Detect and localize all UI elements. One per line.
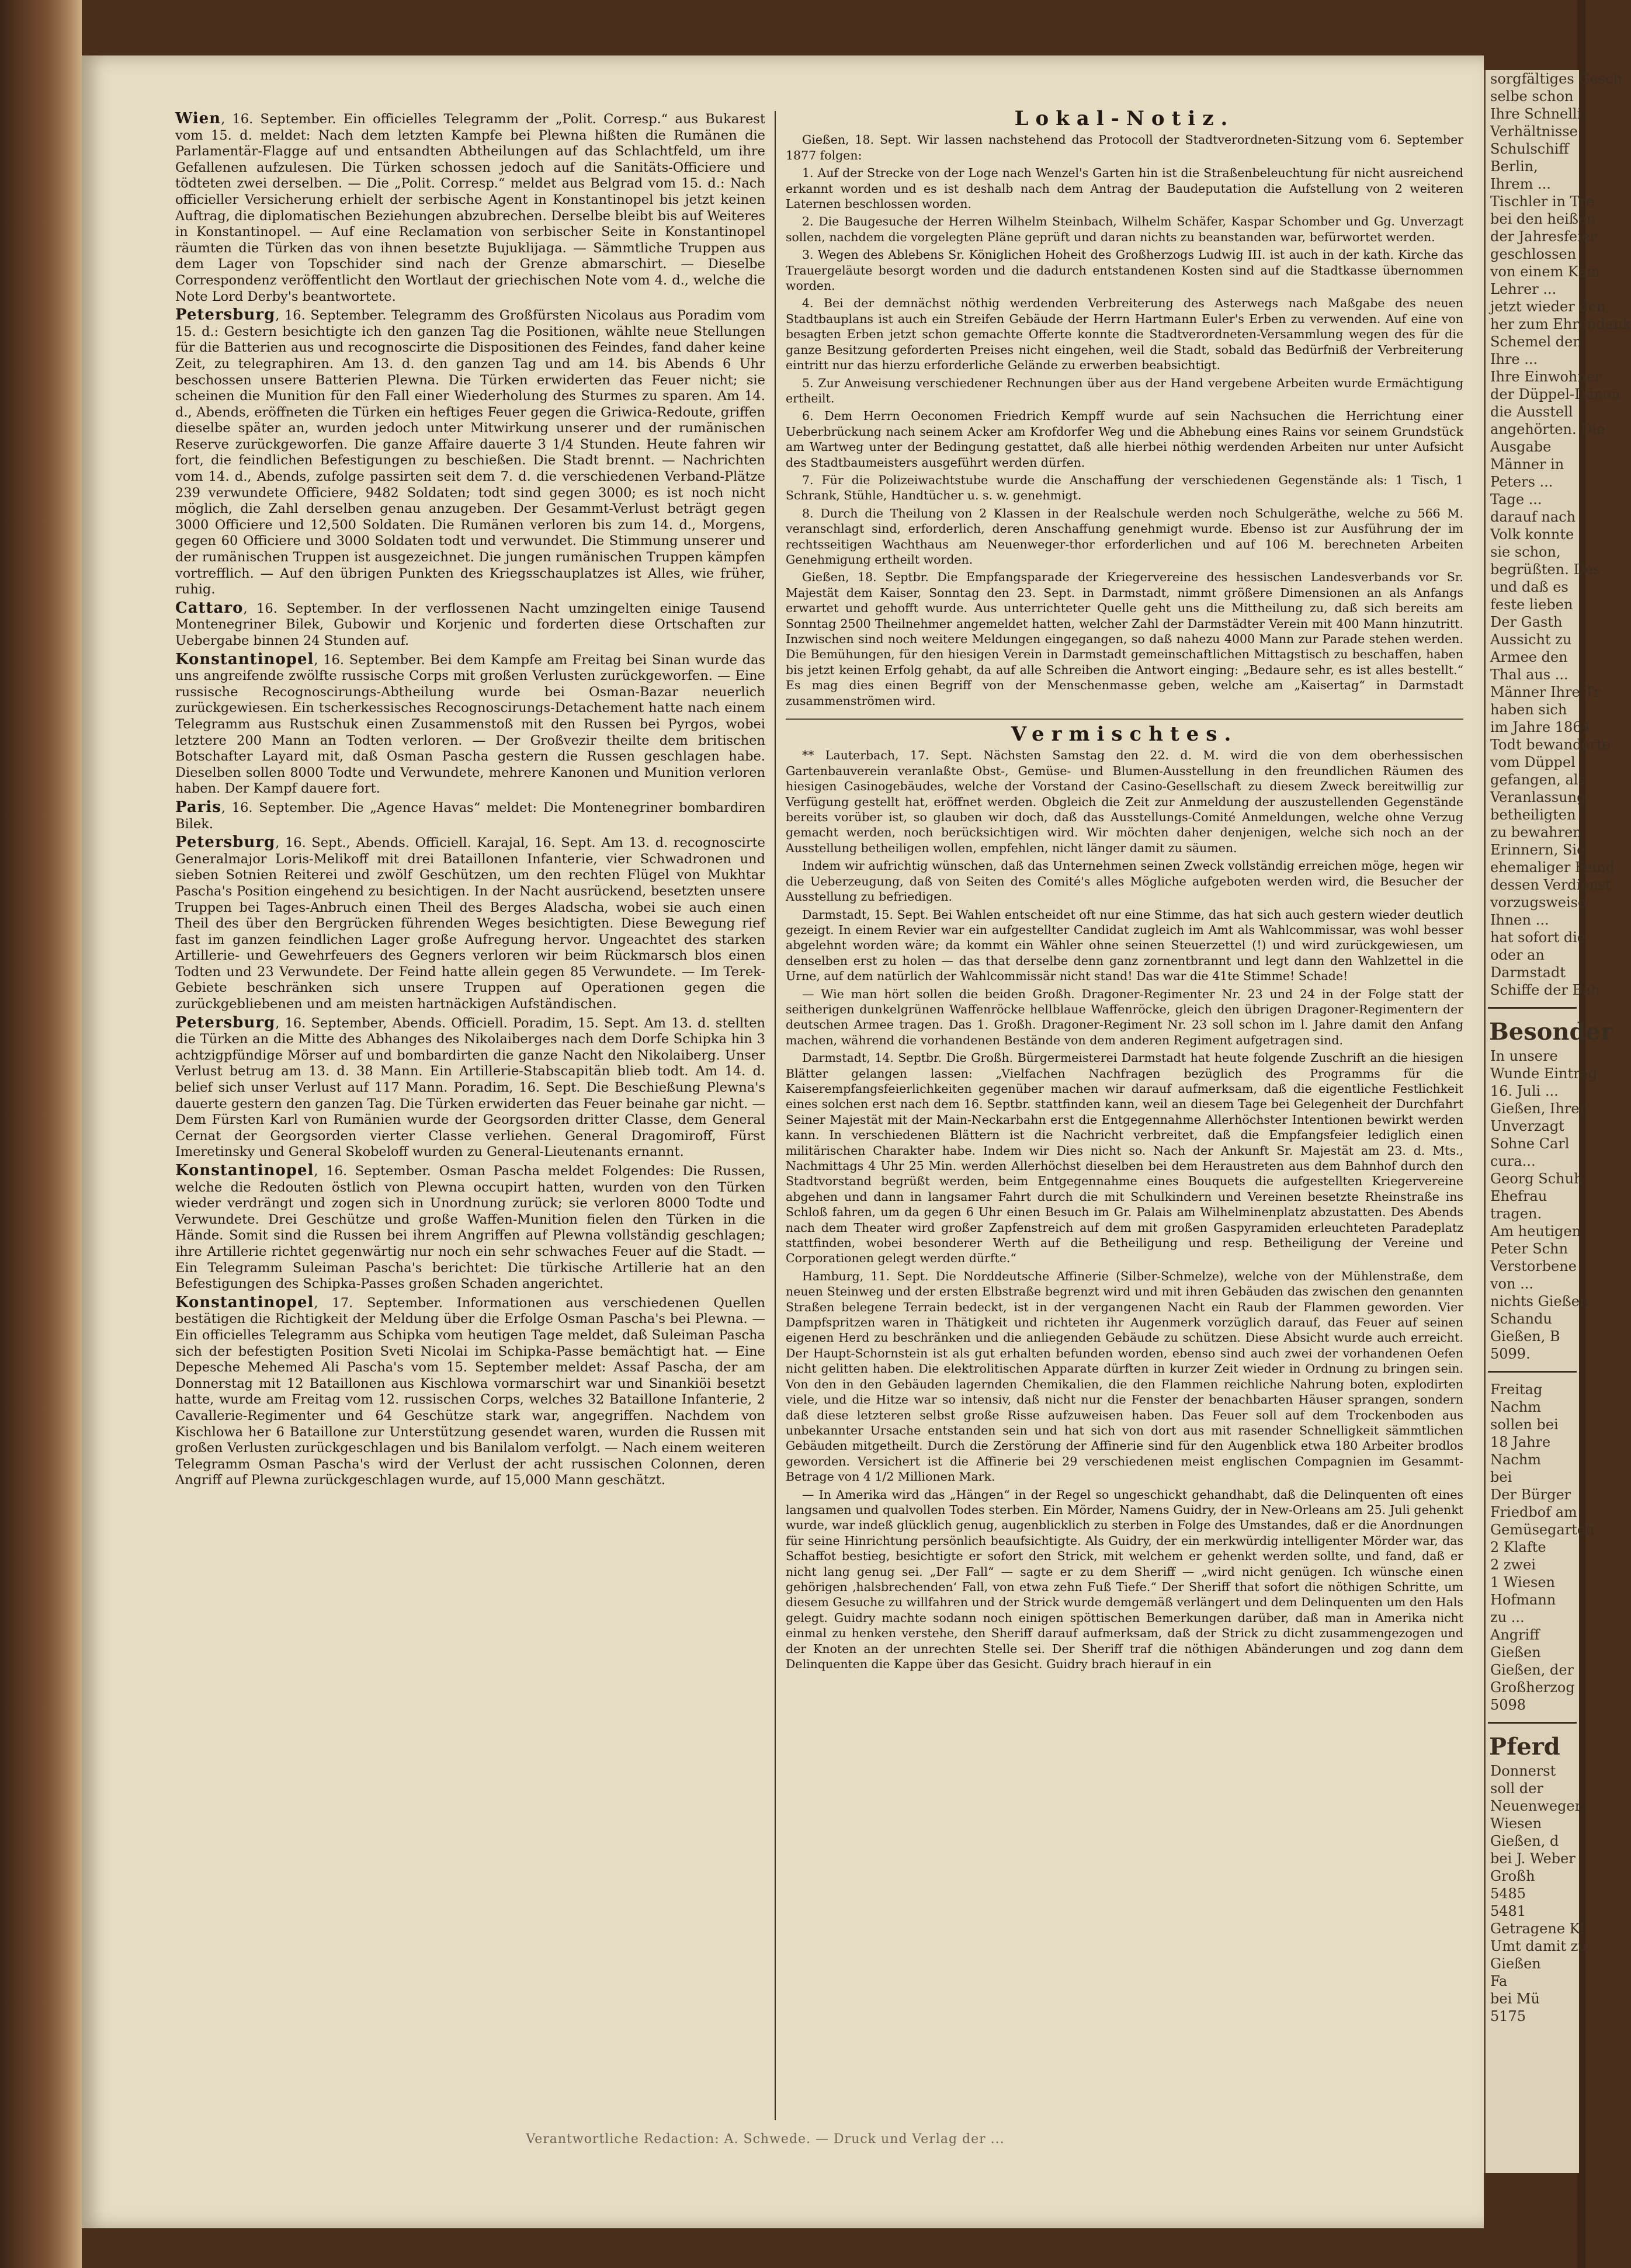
strip-text-fragment: im Jahre 1864 [1490,719,1591,735]
paragraph: 1. Auf der Strecke von der Loge nach Wenzel's Garten hin ist die Straßenbeleuchtung für nicht ausreichend erkannt worden und es ist deshalb nach dem Antrag der Baudeputation die Aufstellung von 2 weiteren Laternen beschlossen worden. [786,166,1463,211]
strip-text-fragment: Tage ... [1490,491,1542,508]
strip-rule [1488,1371,1577,1373]
strip-text-fragment: 5099. [1490,1346,1531,1362]
news-article [175,600,765,650]
strip-text-fragment: Donnerst [1490,1763,1556,1779]
strip-text-fragment: Ihre ... [1490,351,1538,367]
paragraph: Gießen, 18. Septbr. Die Empfangsparade der Kriegervereine des hessischen Landesverbands vor Sr. Majestät dem Kaiser, Sonntag den 23. Sept. in Darmstadt, nimmt größere Dimensionen an als Anfangs erwartet und gehofft wurde. Aus unterrichteter Quelle geht uns die Mittheilung zu, daß sich bereits am Sonntag 2500 Theilnehmer angemeldet hatten, welcher Zahl der Darmstädter Verein mit 400 Mann hinzutritt. Inzwischen sind noch weitere Meldungen eingegangen, so daß nahezu 4000 Mann zur Parade stehen werden. Die Bemühungen, für den hiesigen Verein in Darmstadt gemeinschaftlichen Mittagstisch zu beschaffen, haben bis jetzt keinen Erfolg gehabt, da auf alle Schreiben die Antwort einging: „Bedaure sehr, es ist alles bestellt.“ Es mag dies einen Begriff von der Menschenmasse geben, welche am „Kaisertag“ in Darmstadt zusammenströmen wird. [786,570,1463,708]
news-article [175,652,765,797]
strip-text-fragment: Verstorbene [1490,1258,1577,1274]
strip-text-fragment: begrüßten. Des [1490,561,1601,578]
strip-text-fragment: Nachm [1490,1399,1541,1415]
strip-text-fragment: vom Düppel [1490,754,1576,770]
news-article [175,111,765,305]
strip-text-fragment: Der Bürger [1490,1486,1571,1503]
strip-text-fragment: Neuenweger [1490,1798,1582,1814]
strip-text-fragment: Berlin, [1490,158,1538,175]
strip-text-fragment: Ihre Einwohner [1490,369,1602,385]
strip-text-fragment: Männer in [1490,456,1564,473]
paragraph: Indem wir aufrichtig wünschen, daß das Unternehmen seinen Zweck vollständig erreichen möge, hegen wir die Ueberzeugung, daß von Seiten des Comité's alles Mögliche aufgeboten werden wird, die Besucher der Ausstellung zu befriedigen. [786,859,1463,904]
strip-text-fragment: cura... [1490,1153,1536,1169]
strip-text-fragment: 16. Juli ... [1490,1083,1559,1099]
paragraph: 7. Für die Polizeiwachtstube wurde die Anschaffung der verschiedenen Gegenstände als: 1 Tisch, 1 Schrank, Stühle, Handtücher u. s. w. genehmigt. [786,473,1463,503]
strip-text-fragment: Schulschiff [1490,141,1569,157]
strip-text-fragment: von einem Kam [1490,263,1601,280]
strip-text-fragment: darauf nach [1490,509,1576,525]
strip-text-fragment: bei J. Weber [1490,1850,1576,1867]
strip-text-fragment: 18 Jahre [1490,1434,1551,1450]
strip-text-fragment: Gießen [1490,1956,1541,1972]
strip-text-fragment: angehörten. Die [1490,421,1605,437]
strip-text-fragment: Wunde Eintrag [1490,1065,1598,1082]
strip-rule [1488,1007,1577,1009]
strip-text-fragment: Fa [1490,1973,1508,1989]
strip-text-fragment: oder an [1490,947,1545,963]
article-text: , 16. Sept., Abends. Officiell. Karajal, 16. Sept. Am 13. d. recognoscirte Generalmajor Loris-Melikoff mit drei Bataillonen Infanterie, vier Schwadronen und sieben Sotnien Reiterei und zwölf Geschützen, um den rechten Flügel von Mukhtar Pascha's Position eingehend zu besichtigen. In der Nacht ausrückend, besetzten unsere Truppen bei Tages-Anbruch einen Theil des Berges Aladscha, wobei sie auch einen Theil des über den Bergrücken führenden Weges besichtigten. Diese Bewegung rief fast im ganzen feindlichen Lager große Aufregung hervor. Ungeachtet des starken Artillerie- und Gewehrfeuers des Gegners verloren wir beim Rückmarsch blos einen Todten und 23 Verwundete. Der Feind hatte allein gegen 85 Verwundete. — Im Terek-Gebiete beschränken sich unsere Truppen auf Operationen gegen die zurückgebliebenen und am meisten hartnäckigen Aufständischen. [175,835,765,1012]
strip-text-fragment: Ihre Schnelli [1490,106,1582,122]
strip-fragments-1 [1486,70,1631,999]
strip-text-fragment: Großh [1490,1868,1535,1884]
paragraph: 6. Dem Herrn Oeconomen Friedrich Kempff wurde auf sein Nachsuchen die Herrichtung einer Ueberbrückung nach seinem Acker am Krofdorfer Weg und die Abhebung eines Rains vor seinem Grundstück am Wartweg unter der Bedingung gestattet, daß alle hierbei nöthig werdenden Arbeiten nur unter Aufsicht des Stadtbaumeisters ausgeführt werden dürfen. [786,409,1463,470]
paragraph: 5. Zur Anweisung verschiedener Rechnungen über aus der Hand vergebene Arbeiten wurde Ermächtigung ertheilt. [786,376,1463,405]
strip-text-fragment: Erinnern, Sie [1490,842,1585,858]
strip-text-fragment: Angriff [1490,1627,1540,1643]
article-text: , 16. September. In der verflossenen Nacht umzingelten einige Tausend Montenegriner Bilek, Gubowir und Korjenic und forderten diese Ortschaften zur Uebergabe binnen 24 Stunden auf. [175,600,765,648]
news-article [175,835,765,1013]
strip-fragments-2 [1486,1047,1598,1363]
strip-text-fragment: haben sich [1490,701,1567,718]
strip-text-fragment: Veranlassung [1490,789,1586,805]
article-text: , 17. September. Informationen aus verschiedenen Quellen bestätigen die Richtigkeit der Meldung über die Erfolge Osman Pascha's bei Plewna. — Ein officielles Telegramm aus Schipka vom heutigen Tage meldet, daß Suleiman Pascha sich der befestigten Position Sveti Nicolai im Schipka-Passe bemächtigt hat. — Eine Depesche Mehemed Ali Pascha's vom 15. September meldet: Assaf Pascha, der am Donnerstag mit 12 Bataillonen aus Kischlowa vormarschirt war und Sinankiöi besetzt hatte, wurde am Freitag vom 12. russischen Corps, welches 32 Bataillone Infanterie, 2 Cavallerie-Regimenter und 64 Geschütze stark war, angegriffen. Nachdem von Kischlowa her 6 Bataillone zur Unterstützung gesendet waren, wurden die Russen mit großen Verlusten zurückgeschlagen und bis Banilalom verfolgt. — Nach einem weiteren Telegramm Osman Pascha's wird der Verlust der acht russischen Colonnen, deren Angriff auf Plewna zurückgeschlagen wurde, auf 15,000 Mann geschätzt. [175,1295,765,1488]
vermischtes-body [786,748,1463,1672]
strip-text-fragment: Gießen [1490,1644,1541,1661]
strip-text-fragment: Sohne Carl [1490,1135,1570,1152]
strip-text-fragment: 5485 [1490,1885,1526,1902]
strip-text-fragment: Umt damit zu [1490,1938,1587,1954]
strip-text-fragment: bei Mü [1490,1991,1540,2007]
column-divider [775,111,776,2120]
strip-text-fragment: Darmstadt [1490,964,1566,981]
article-dateline-place: Konstantinopel [175,1162,314,1179]
adjacent-page-strip [1484,70,1631,2173]
paragraph: — Wie man hört sollen die beiden Großh. Dragoner-Regimenter Nr. 23 und 24 in der Folge statt der seitherigen dunkelgrünen Waffenröcke hellblaue Waffenröcke, gleich den übrigen Dragoner-Regimentern der deutschen Armee tragen. Das 1. Großh. Dragoner-Regiment Nr. 23 soll schon im l. Jahre damit den Anfang machen, während die vorhandenen Bestände von dem anderen Regiment aufgetragen sind. [786,987,1463,1047]
strip-text-fragment: Am heutigen [1490,1223,1581,1239]
paragraph: Hamburg, 11. Sept. Die Norddeutsche Affinerie (Silber-Schmelze), welche von der Mühlenstraße, dem neuen Steinweg und der ersten Elbstraße begrenzt wird und mit ihren Gebäuden das zwischen den genannten Straßen belegene Terrain bedeckt, ist in der vergangenen Nacht ein Raub der Flammen geworden. Vier Dampfspritzen waren in Thätigkeit und richteten ihr Augenmerk vorzüglich darauf, das Feuer auf seinen eigenen Herd zu beschränken und die anliegenden Gebäude zu schützen. Diese Absicht wurde auch erreicht. Der Haupt-Schornstein ist als gut erhalten befunden worden, ebenso sind auch zwei der vorhandenen Oefen nicht gelitten haben. Die elektrolitischen Apparate dürften in kurzer Zeit wieder in Ordnung zu bringen sein. Von den in den Gebäuden lagernden Chemikalien, die den Flammen reichliche Nahrung boten, explodirten viele, und die Hitze war so intensiv, daß nicht nur die Fenster der benachbarten Häuser sprangen, sondern daß diese letzteren selbst große Risse aufzuweisen haben. Das Feuer soll auf dem Trockenboden aus unbekannter Ursache entstanden sein und hat sich von dort aus mit rasender Schnelligkeit sämmtlichen Gebäuden mitgetheilt. Durch die Zerstörung der Affinerie sind für den Augenblick etwa 180 Arbeiter brodlos geworden. Versichert ist die Affinerie bei 29 verschiedenen meist englischen Compagnien im Gesammt-Betrage von 4 1/2 Millionen Mark. [786,1269,1463,1484]
strip-rule [1488,1722,1577,1724]
news-article [175,1015,765,1161]
strip-text-fragment: tragen. [1490,1206,1542,1222]
strip-text-fragment: Freitag [1490,1381,1543,1398]
strip-text-fragment: Tischler in Tre [1490,193,1595,210]
strip-text-fragment: der Düppel-Dänen [1490,386,1620,402]
strip-text-fragment: 2 zwei [1490,1557,1536,1573]
strip-text-fragment: In unsere [1490,1048,1558,1064]
strip-fragments-4 [1486,1762,1587,2025]
article-dateline-place: Wien [175,110,221,127]
strip-text-fragment: Gießen, B [1490,1328,1560,1345]
strip-text-fragment: Peters ... [1490,474,1553,490]
strip-text-fragment: Schandu [1490,1311,1552,1327]
news-article [175,800,765,832]
strip-text-fragment: Hofmann [1490,1592,1556,1608]
article-text: , 16. September. Die „Agence Havas“ meldet: Die Montenegriner bombardiren Bilek. [175,800,765,832]
strip-text-fragment: Lehrer ... [1490,281,1557,297]
article-text: , 16. September. Bei dem Kampfe am Freitag bei Sinan wurde das uns angreifende zwölfte russische Corps mit großen Verlusten zurückgeworfen. — Eine russische Recognoscirungs-Abtheilung wurde bei Osman-Bazar neuerlich zurückgewiesen. Ein tscherkessisches Recognoscirungs-Detachement hatte nach einem Telegramm aus Rustschuk einen Zusammenstoß mit den Russen bei Pyrgos, wobei letztere 200 Mann an Todten verloren. — Der Großvezir theilte dem britischen Botschafter Layard mit, daß Osman Pascha gestern die Russen geschlagen habe. Dieselben sollen 8000 Todte und Verwundete, mehrere Kanonen und Munition verloren haben. Der Kampf dauere fort. [175,652,765,797]
strip-text-fragment: Friedbof am [1490,1504,1577,1520]
article-dateline-place: Petersburg [175,1013,276,1031]
strip-text-fragment: feste lieben [1490,596,1573,613]
lokal-notiz-heading: Lokal-Notiz. [1014,107,1235,130]
strip-text-fragment: Unverzagt [1490,1118,1564,1134]
strip-text-fragment: und daß es [1490,579,1568,595]
strip-text-fragment: Ehefrau [1490,1188,1547,1204]
strip-text-fragment: 1 Wiesen [1490,1574,1555,1590]
paragraph: Darmstadt, 14. Septbr. Die Großh. Bürgermeisterei Darmstadt hat heute folgende Zuschrift an die hiesigen Blätter gelangen lassen: „Vielfachen Nachfragen bezüglich des Programms für die Kaiserempfangsfeierlichkeiten gegenüber machen wir darauf aufmerksam, daß die eigentliche Festlichkeit eines solchen erst nach dem 16. Septbr. stattfinden kann, weil an diesem Tage bei Gelegenheit der Durchfahrt Seiner Majestät mit der Main-Neckarbahn erst die Entgegennahme Allerhöchster Intentionen bewirkt werden kann. In verschiedenen Blättern ist die Nachricht verbreitet, daß die Empfangsfeier lediglich einen militärischen Charakter habe. Indem wir Dies nicht so. Nach der Ankunft Sr. Majestät am 23. d. Mts., Nachmittags 4 Uhr 25 Min. werden Allerhöchst dieselben bei dem Heraustreten aus dem Bahnhof durch den Stadtvorstand begrüßt werden, beim Entgegennahme eines Bouquets die aufgestellten Kriegervereine abgehen und dann in langsamer Fahrt durch die mit Schulkindern und Vereinen besetzte Rheinstraße ins Schloß fahren, um da gegen 6 Uhr einen Besuch im Gr. Palais am Wilhelminenplatz abzustatten. Des Abends nach dem Theater wird großer Zapfenstreich auf dem mit großen Gaspyramiden erleuchteten Paradeplatz stattfinden, wobei besonderer Werth auf die Betheiligung und resp. Betheiligung der Vereine und Corporationen gelegt werden dürfte.“ [786,1051,1463,1266]
article-dateline-place: Konstantinopel [175,650,314,668]
strip-text-fragment: Ihnen ... [1490,912,1549,928]
article-text: , 16. September. Telegramm des Großfürsten Nicolaus aus Poradim vom 15. d.: Gestern besichtigte ich den ganzen Tag die Positionen, wählte neue Stellungen für die Batterien aus und recognoscirte die Dispositionen des Feindes, fand daher keine Zeit, zu telegraphiren. Am 13. d. den ganzen Tag und am 14. bis Abends 6 Uhr beschossen unsere Batterien Plewna. Die Türken erwiderten das Feuer nicht; sie scheinen die Munition für den Fall einer Wiederholung des Sturmes zu sparen. Am 14. d., Abends, eröffneten die Türken ein heftiges Feuer gegen die Griwica-Redoute, griffen dieselbe später an, wurden jedoch unter Mitwirkung unserer und der rumänischen Reserve zurückgeworfen. Die ganze Affaire dauerte 3 1/4 Stunden. Heute fahren wir fort, die feindlichen Befestigungen zu beschießen. Die Stadt brennt. — Nachrichten vom 14. d., Abends, zufolge passirten seit dem 7. d. die verschiedenen Verband-Plätze 239 verwundete Officiere, 9482 Soldaten; todt sind gegen 3000; es ist noch nicht möglich, die Zahl derselben genau anzugeben. Der Gesammt-Verlust beträgt gegen 3000 Officiere und 12,500 Soldaten. Die Rumänen verloren bis zum 14. d., Morgens, gegen 60 Officiere und 3000 Soldaten todt und verwundet. Die Stimmung unserer und der rumänischen Truppen ist ausgezeichnet. Die jungen rumänischen Truppen kämpfen vortrefflich. — Auf den übrigen Punkten des Kriegsschauplatzes ist Alles, wie früher, ruhig. [175,308,765,598]
strip-text-fragment: Peter Schn [1490,1241,1568,1257]
paragraph: Darmstadt, 15. Sept. Bei Wahlen entscheidet oft nur eine Stimme, das hat sich auch gestern wieder deutlich gezeigt. In einem Revier war ein aufgestellter Candidat zugleich im Amt als Wahlcommissar, was wohl besser abgelehnt worden wäre; da kommt ein Wähler ohne seinen Steuerzettel (!) und wird zurückgewiesen, um denselben erst zu holen — das that derselbe denn ganz zornentbrannt und legt dann den Wahlzettel in die Urne, auf dem natürlich der Wahlcommissär nicht stand! Das war die 41te Stimme! Schade! [786,907,1463,984]
article-dateline-place: Konstantinopel [175,1293,314,1311]
article-dateline-place: Cattaro [175,599,244,617]
paragraph: 2. Die Baugesuche der Herren Wilhelm Steinbach, Wilhelm Schäfer, Kaspar Schomber und Gg. Unverzagt sollen, nachdem die vorgelegten Pläne geprüft und daran nichts zu beanstanden war, befürwortet werden. [786,214,1463,244]
strip-text-fragment: die Ausstell [1490,404,1573,420]
strip-text-fragment: Getragene Kl [1490,1920,1585,1937]
strip-text-fragment: bei den heißen [1490,211,1596,227]
article-dateline-place: Petersburg [175,306,276,324]
strip-text-fragment: Ihrem ... [1490,176,1551,192]
article-text: , 16. September. Osman Pascha meldet Folgendes: Die Russen, welche die Redouten östlich von Plewna occupirt hatten, wurden von den Türken wieder verdrängt und zogen sich in Unordnung zurück; sie verloren 8000 Todte und Verwundete. Drei Geschütze und große Waffen-Munition fielen den Türken in die Hände. Somit sind die Russen bei ihrem Angriffen auf Plewna vollständig geschlagen; ihre Artillerie richtet gegenwärtig nur noch ein sehr schwaches Feuer auf die Stadt. — Ein Telegramm Suleiman Pascha's berichtet: Die türkische Artillerie hat an den Befestigungen des Schipka-Passes großen Schaden angerichtet. [175,1163,765,1292]
strip-text-fragment: Aussicht zu [1490,631,1572,648]
strip-text-fragment: Gießen, Ihrer [1490,1100,1587,1117]
strip-text-fragment: Verhältnisse [1490,123,1578,140]
strip-text-fragment: geschlossen [1490,246,1577,262]
strip-text-fragment: Großherzog [1490,1679,1575,1696]
strip-text-fragment: Gießen, d [1490,1833,1559,1849]
strip-text-fragment: dessen Verdienst [1490,877,1611,893]
strip-text-fragment: Männer Ihre Tr [1490,684,1601,700]
article-dateline-place: Paris [175,798,221,816]
strip-text-fragment: Ausgabe [1490,439,1552,455]
book-spine [0,0,82,2268]
lokal-notiz-body [786,132,1463,708]
strip-text-fragment: 5175 [1490,2008,1526,2024]
article-text: , 16. September. Ein officielles Telegramm der „Polit. Corresp.“ aus Bukarest vom 15. d. meldet: Nach dem letzten Kampfe bei Plewna hißten die Rumänen die Parlamentär-Flagge auf und entsandten Abtheilungen auf das Schlachtfeld, um ihre Gefallenen aufzulesen. Die Türken schossen jedoch auf die Sanitäts-Officiere und tödteten zwei derselben. — Die „Polit. Corresp.“ meldet aus Belgrad vom 15. d.: Nach officieller Versicherung erhielt der serbische Agent in Konstantinopel bis jetzt keinen Auftrag, die diplomatischen Beziehungen abzubrechen. Derselbe bleibt bis auf Weiteres in Konstantinopel. — Auf eine Reclamation von serbischer Seite in Konstantinopel räumten die Türken das von ihnen besetzte Bujuklijaga. — Sämmtliche Truppen aus dem Lager von Topschider sind nach der Grenze abmarschirt. — Dieselbe Correspondenz veröffentlicht den Wortlaut der griechischen Note vom 4. d., welche die Note Lord Derby's beantwortete. [175,112,765,304]
strip-text-fragment: soll der [1490,1780,1543,1797]
paragraph: 3. Wegen des Ablebens Sr. Königlichen Hoheit des Großherzogs Ludwig III. ist auch in der kath. Kirche das Trauergeläute besorgt worden und die dadurch entstandenen Kosten sind auf die Stadtkasse übernommen worden. [786,248,1463,293]
strip-text-fragment: Der Gasth [1490,614,1563,630]
article-dateline-place: Petersburg [175,833,276,852]
strip-text-fragment: 5098 [1490,1697,1526,1713]
strip-text-fragment: Wiesen [1490,1815,1542,1832]
strip-text-fragment: sorgfältiges Gesch [1490,71,1622,87]
strip-text-fragment: Nachm [1490,1451,1541,1468]
strip-text-fragment: vorzugsweise [1490,894,1587,911]
left-news-column [175,111,765,2120]
strip-text-fragment: 5481 [1490,1903,1526,1919]
strip-text-fragment: hat sofort die [1490,929,1586,946]
right-news-column [786,107,1463,2120]
strip-text-fragment: ehemaliger Feind [1490,859,1615,876]
strip-text-fragment: Schiffe der Bah [1490,982,1600,998]
strip-text-fragment: Thal aus ... [1490,666,1568,683]
news-article [175,1295,765,1489]
strip-text-fragment: zu bewahren [1490,824,1582,840]
strip-text-fragment: bei [1490,1469,1512,1485]
imprint-line: Verantwortliche Redaction: A. Schwede. — Druck und Verlag der ... [526,2132,1005,2147]
strip-text-fragment: 2 Klafte [1490,1539,1546,1555]
strip-text-fragment: sie schon, [1490,544,1561,560]
strip-headline-pferd: Pferd [1489,1733,1560,1760]
news-article [175,307,765,598]
strip-text-fragment: Armee den [1490,649,1568,665]
paragraph: — In Amerika wird das „Hängen“ in der Regel so ungeschickt gehandhabt, daß die Delinquenten oft eines langsamen und qualvollen Todes sterben. Ein Mörder, Namens Guidry, der in New-Orleans am 25. Juli gehenkt wurde, war indeß glücklich genug, augenblicklich zu sterben in Folge des Umstandes, daß er die Anordnungen für seine Hinrichtung persönlich beaufsichtigte. Als Guidry, der ein merkwürdig intelligenter Mörder war, das Schaffot bestieg, besichtigte er sofort den Strick, mit welchem er gehenkt werden sollte, und fand, daß er nicht lang genug sei. „Der Fall“ — sagte er zu dem Sheriff — „wird nicht genügen. Ich wünsche einen gehörigen ‚halsbrechenden‘ Fall, von etwa zehn Fuß Tiefe.“ Der Sheriff that sofort die nöthigen Schritte, um diesem Gesuche zu willfahren und der Strick wurde demgemäß verlängert und dem Delinquenten um den Hals gelegt. Guidry machte sodann noch einigen spöttischen Bemerkungen darüber, daß man in Amerika nicht einmal zu henken verstehe, den Sheriff darauf aufmerksam, daß der Strick zu dicht zusammengezogen und der Knoten an der unrechten Stelle sei. Der Sheriff traf die nöthigen Abänderungen und zog dann dem Delinquenten die Kappe über das Gesicht. Guidry brach hierauf in ein [786,1487,1463,1671]
news-article [175,1163,765,1293]
strip-text-fragment: von ... [1490,1276,1533,1292]
strip-text-fragment: Schemel den [1490,334,1582,350]
strip-text-fragment: Todt bewanderte [1490,737,1611,753]
strip-text-fragment: zu ... [1490,1609,1525,1626]
paragraph: 8. Durch die Theilung von 2 Klassen in der Realschule werden noch Schulgeräthe, welche zu 566 M. veranschlagt sind, erforderlich, deren Anschaffung genehmigt wurde. Ebenso ist zur Ausführung der im rechtsseitigen Wachthaus am Neuenweger-thor erforderlichen und auf 106 M. berechneten Arbeiten Genehmigung ertheilt worden. [786,506,1463,567]
vermischtes-heading: Vermischtes. [1011,723,1238,746]
strip-text-fragment: sollen bei [1490,1416,1559,1433]
strip-text-fragment: her zum Ehrendank [1490,316,1631,332]
section-separator [786,718,1463,720]
strip-text-fragment: betheiligten [1490,807,1576,823]
strip-text-fragment: nichts Gießen [1490,1293,1589,1310]
strip-text-fragment: selbe schon [1490,88,1574,105]
article-text: , 16. September, Abends. Officiell. Poradim, 15. Sept. Am 13. d. stellten die Türken an die Mitte des Abhanges des Nikolaiberges nach dem Dorfe Schipka hin 3 achtzigpfündige Mörser auf und bombardirten die ganze Nacht den Nikolaiberg. Unser Verlust betrug am 13. d. 38 Mann. Ein Artillerie-Stabscapitän blieb todt. Am 14. d. belief sich unser Verlust auf 117 Mann. Poradim, 16. Sept. Die Beschießung Plewna's dauerte gestern den ganzen Tag. Die Türken erwiderten das Feuer beinahe gar nicht. — Dem Fürsten Karl von Rumänien wurde der Georgsorden dritter Classe, dem General Cernat der Georgsorden vierter Classe verliehen. General Dragomiroff, Fürst Imeretinsky und General Skobeloff wurden zu General-Lieutenants ernannt. [175,1015,765,1160]
paragraph: 4. Bei der demnächst nöthig werdenden Verbreiterung des Asterwegs nach Maßgabe des neuen Stadtbauplans ist auch ein Streifen Gebäude der Herrn Hartmann Euler's Erben zu verwenden. Auf eine von besagten Erben jetzt schon gemachte Offerte konnte die Stadtverordneten-Versammlung wegen des für die ganze Besitzung geforderten Preises nicht eingehen, weil die Stadt, sobald das Bedürfniß der Verbreiterung eintritt nur das hierzu erforderliche Gelände zu erwerben beabsichtigt. [786,296,1463,373]
paragraph: ** Lauterbach, 17. Sept. Nächsten Samstag den 22. d. M. wird die von dem oberhessischen Gartenbauverein veranlaßte Obst-, Gemüse- und Blumen-Ausstellung in den freundlichen Räumen des hiesigen Casinogebäudes, welche der Vorstand der Casino-Gesellschaft zu diesem Zweck bereitwillig zur Verfügung gestellt hat, eröffnet werden. Obgleich die Zeit zur Anmeldung der auszustellenden Gegenstände bereits vorüber ist, so glauben wir doch, daß das Ausstellungs-Comité Anmeldungen, welche ohne Verzug gemacht werden, noch berücksichtigen wird. Wir möchten daher denjenigen, welche sich noch an der Ausstellung betheiligen wollen, empfehlen, nicht länger damit zu säumen. [786,748,1463,855]
strip-text-fragment: Georg Schuh [1490,1171,1583,1187]
strip-text-fragment: gefangen, als [1490,772,1585,788]
paragraph: Gießen, 18. Sept. Wir lassen nachstehend das Protocoll der Stadtverordneten-Sitzung vom 6. September 1877 folgen: [786,133,1463,162]
strip-text-fragment: Gießen, der [1490,1662,1574,1678]
strip-text-fragment: Gemüsegarten [1490,1522,1595,1538]
strip-text-fragment: jetzt wieder den [1490,298,1606,315]
strip-fragments-3 [1486,1381,1595,1714]
strip-text-fragment: der Jahresfeier [1490,228,1597,245]
strip-headline-besonder: Besonder [1489,1018,1613,1046]
strip-text-fragment: Volk konnte [1490,526,1574,543]
